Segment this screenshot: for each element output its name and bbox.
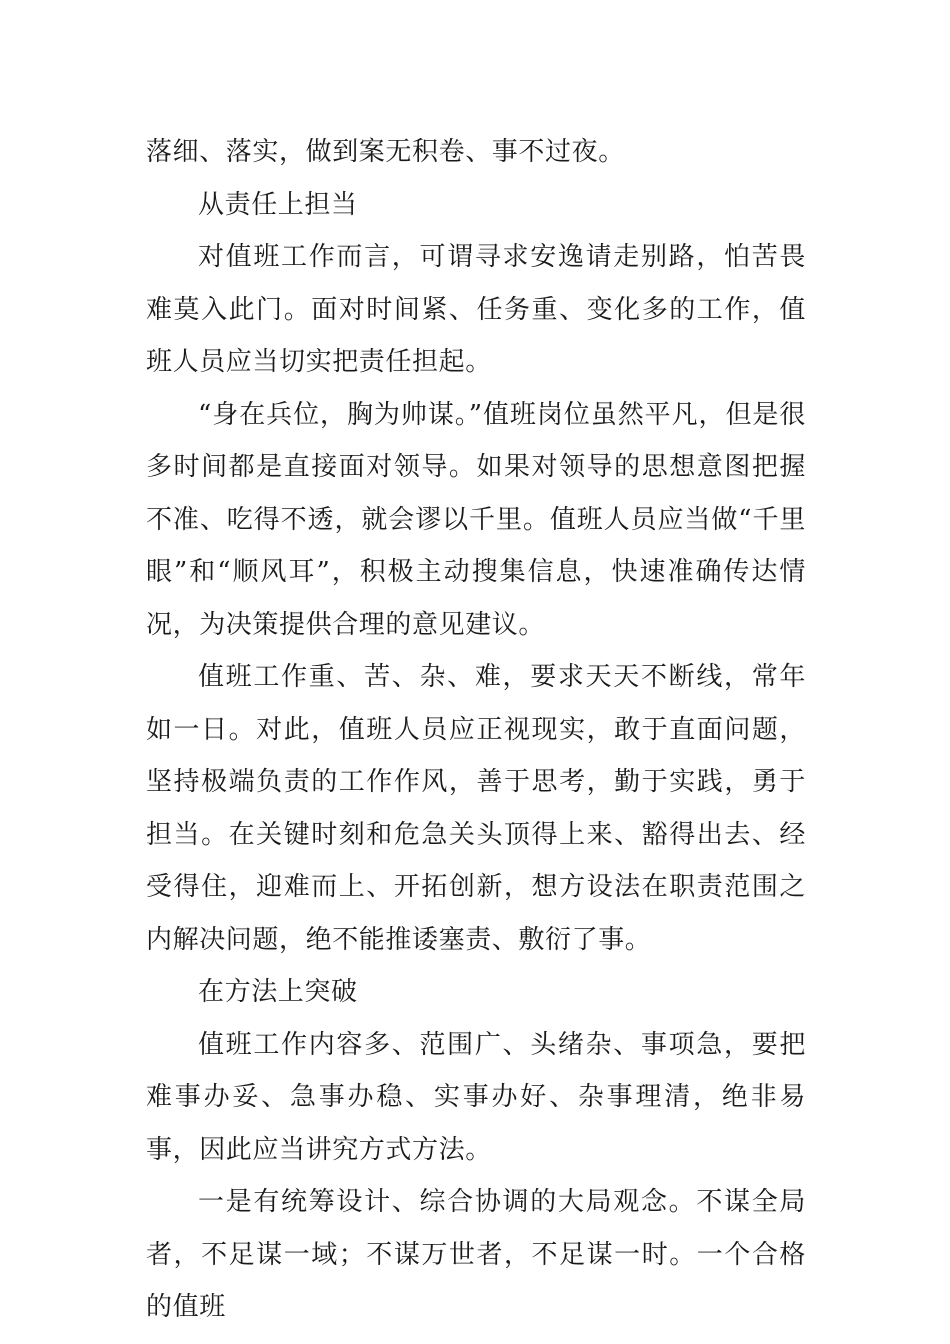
body-paragraph: “身在兵位，胸为帅谋。”值班岗位虽然平凡，但是很多时间都是直接面对领导。如果对领导的思想意图把握不准、吃得不透，就会谬以千里。值班人员应当做“千里眼”和“顺风耳”，积极主动搜集信息，快速准确传达情况，为决策提供合理的意见建议。 — [146, 399, 806, 640]
body-paragraph: 值班工作重、苦、杂、难，要求天天不断线，常年如一日。对此，值班人员应正视现实，敢于直面问题，坚持极端负责的工作作风，善于思考，勤于实践，勇于担当。在关键时刻和危急关头顶得上来、豁得出去、经受得住，迎难而上、开拓创新，想方设法在职责范围之内解决问题，绝不能推诿塞责、敷衍了事。 — [146, 662, 806, 955]
body-paragraph: 值班工作内容多、范围广、头绪杂、事项急，要把难事办妥、急事办稳、实事办好、杂事理清，绝非易事，因此应当讲究方式方法。 — [146, 1029, 806, 1165]
body-paragraph: 一是有统筹设计、综合协调的大局观念。不谋全局者，不足谋一域；不谋万世者，不足谋一时。一个合格的值班 — [146, 1187, 806, 1322]
section-heading-method: 在方法上突破 — [198, 977, 358, 1007]
section-heading-responsibility: 从责任上担当 — [198, 189, 358, 220]
body-paragraph: 对值班工作而言，可谓寻求安逸请走别路，怕苦畏难莫入此门。面对时间紧、任务重、变化多的工作，值班人员应当切实把责任担起。 — [146, 242, 806, 377]
paragraph-continuation: 落细、落实，做到案无积卷、事不过夜。 — [146, 137, 625, 167]
document-body — [146, 126, 806, 1334]
